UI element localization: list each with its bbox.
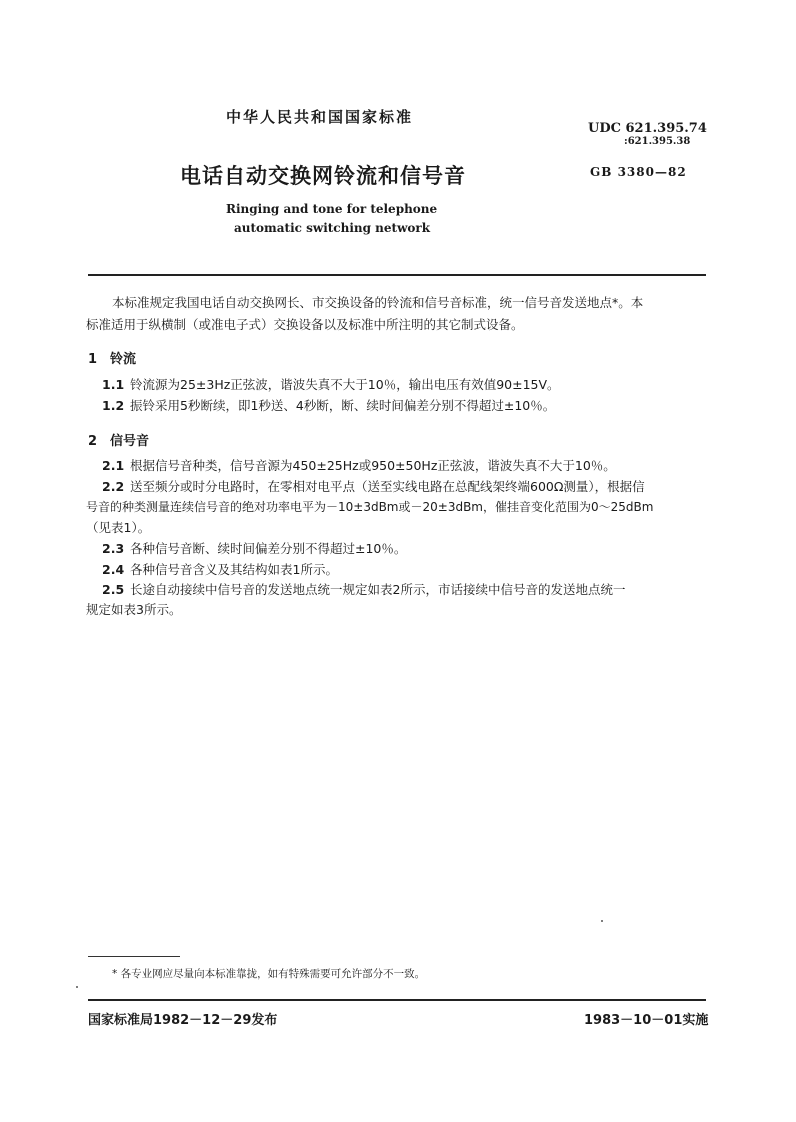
intro-line-1: 本标准规定我国电话自动交换网长、市交换设备的铃流和信号音标准，统一信号音发送地点*。本 [112, 295, 644, 310]
clause [102, 560, 338, 578]
clause-text: 各种信号音含义及其结构如表1所示。 [130, 562, 338, 577]
section-heading [88, 348, 136, 367]
section-title: 铃流 [110, 352, 137, 367]
clause-text: 长途自动接续中信号音的发送地点统一规定如表2所示，市话接续中信号音的发送地点统一 [130, 582, 626, 597]
clause-text: 送至频分或时分电路时，在零相对电平点（送至实线电路在总配线架终端600Ω测量），根据信 [130, 479, 645, 494]
footnote-divider [88, 956, 180, 957]
page-title: 电话自动交换网铃流和信号音 [180, 164, 466, 188]
header-divider [88, 274, 706, 276]
scan-speck [76, 986, 78, 988]
clause-number: 2.3 [102, 541, 125, 556]
section-heading [88, 430, 149, 449]
clause-number: 1.1 [102, 377, 125, 392]
intro-line-2: 标准适用于纵横制（或准电子式）交换设备以及标准中所注明的其它制式设备。 [86, 317, 524, 332]
clause [102, 580, 625, 598]
footnote: * 各专业网应尽量向本标准靠拢，如有特殊需要可允许部分不一致。 [112, 968, 426, 980]
udc-code-secondary: :621.395.38 [624, 136, 691, 147]
issue-date: 国家标准局1982－12－29发布 [88, 1013, 278, 1028]
clause-number: 2.2 [102, 479, 125, 494]
effective-date: 1983－10－01实施 [584, 1013, 709, 1028]
english-title-line-2: automatic switching network [234, 221, 431, 235]
standard-name: 中华人民共和国国家标准 [226, 108, 414, 126]
clause-number: 2.4 [102, 562, 125, 577]
clause-text: 根据信号音种类，信号音源为450±25Hz或950±50Hz正弦波，谐波失真不大于10％。 [130, 458, 616, 473]
clause-number: 2.5 [102, 582, 125, 597]
clause-text: 振铃采用5秒断续，即1秒送、4秒断，断、续时间偏差分别不得超过±10％。 [130, 398, 556, 413]
clause [102, 539, 406, 557]
clause-text: 铃流源为25±3Hz正弦波，谐波失真不大于10％，输出电压有效值90±15V。 [130, 377, 560, 392]
clause [102, 375, 560, 393]
scan-speck [601, 920, 603, 922]
section-number: 2 [88, 434, 98, 449]
clause [102, 396, 555, 414]
clause-number: 2.1 [102, 458, 125, 473]
section-number: 1 [88, 352, 98, 367]
udc-code: UDC 621.395.74 [588, 121, 707, 136]
clause-continuation: （见表1）。 [86, 520, 151, 535]
clause-text: 各种信号音断、续时间偏差分别不得超过±10％。 [130, 541, 407, 556]
gb-number: GB 3380—82 [590, 165, 687, 179]
clause [102, 456, 616, 474]
section-title: 信号音 [110, 434, 150, 449]
footer-divider [88, 999, 706, 1001]
clause [102, 477, 645, 495]
english-title-line-1: Ringing and tone for telephone [226, 202, 438, 216]
clause-continuation: 号音的种类测量连续信号音的绝对功率电平为－10±3dBm或－20±3dBm，催挂音变化范围为0～25dBm [86, 500, 654, 514]
clause-continuation: 规定如表3所示。 [86, 602, 182, 617]
clause-number: 1.2 [102, 398, 125, 413]
